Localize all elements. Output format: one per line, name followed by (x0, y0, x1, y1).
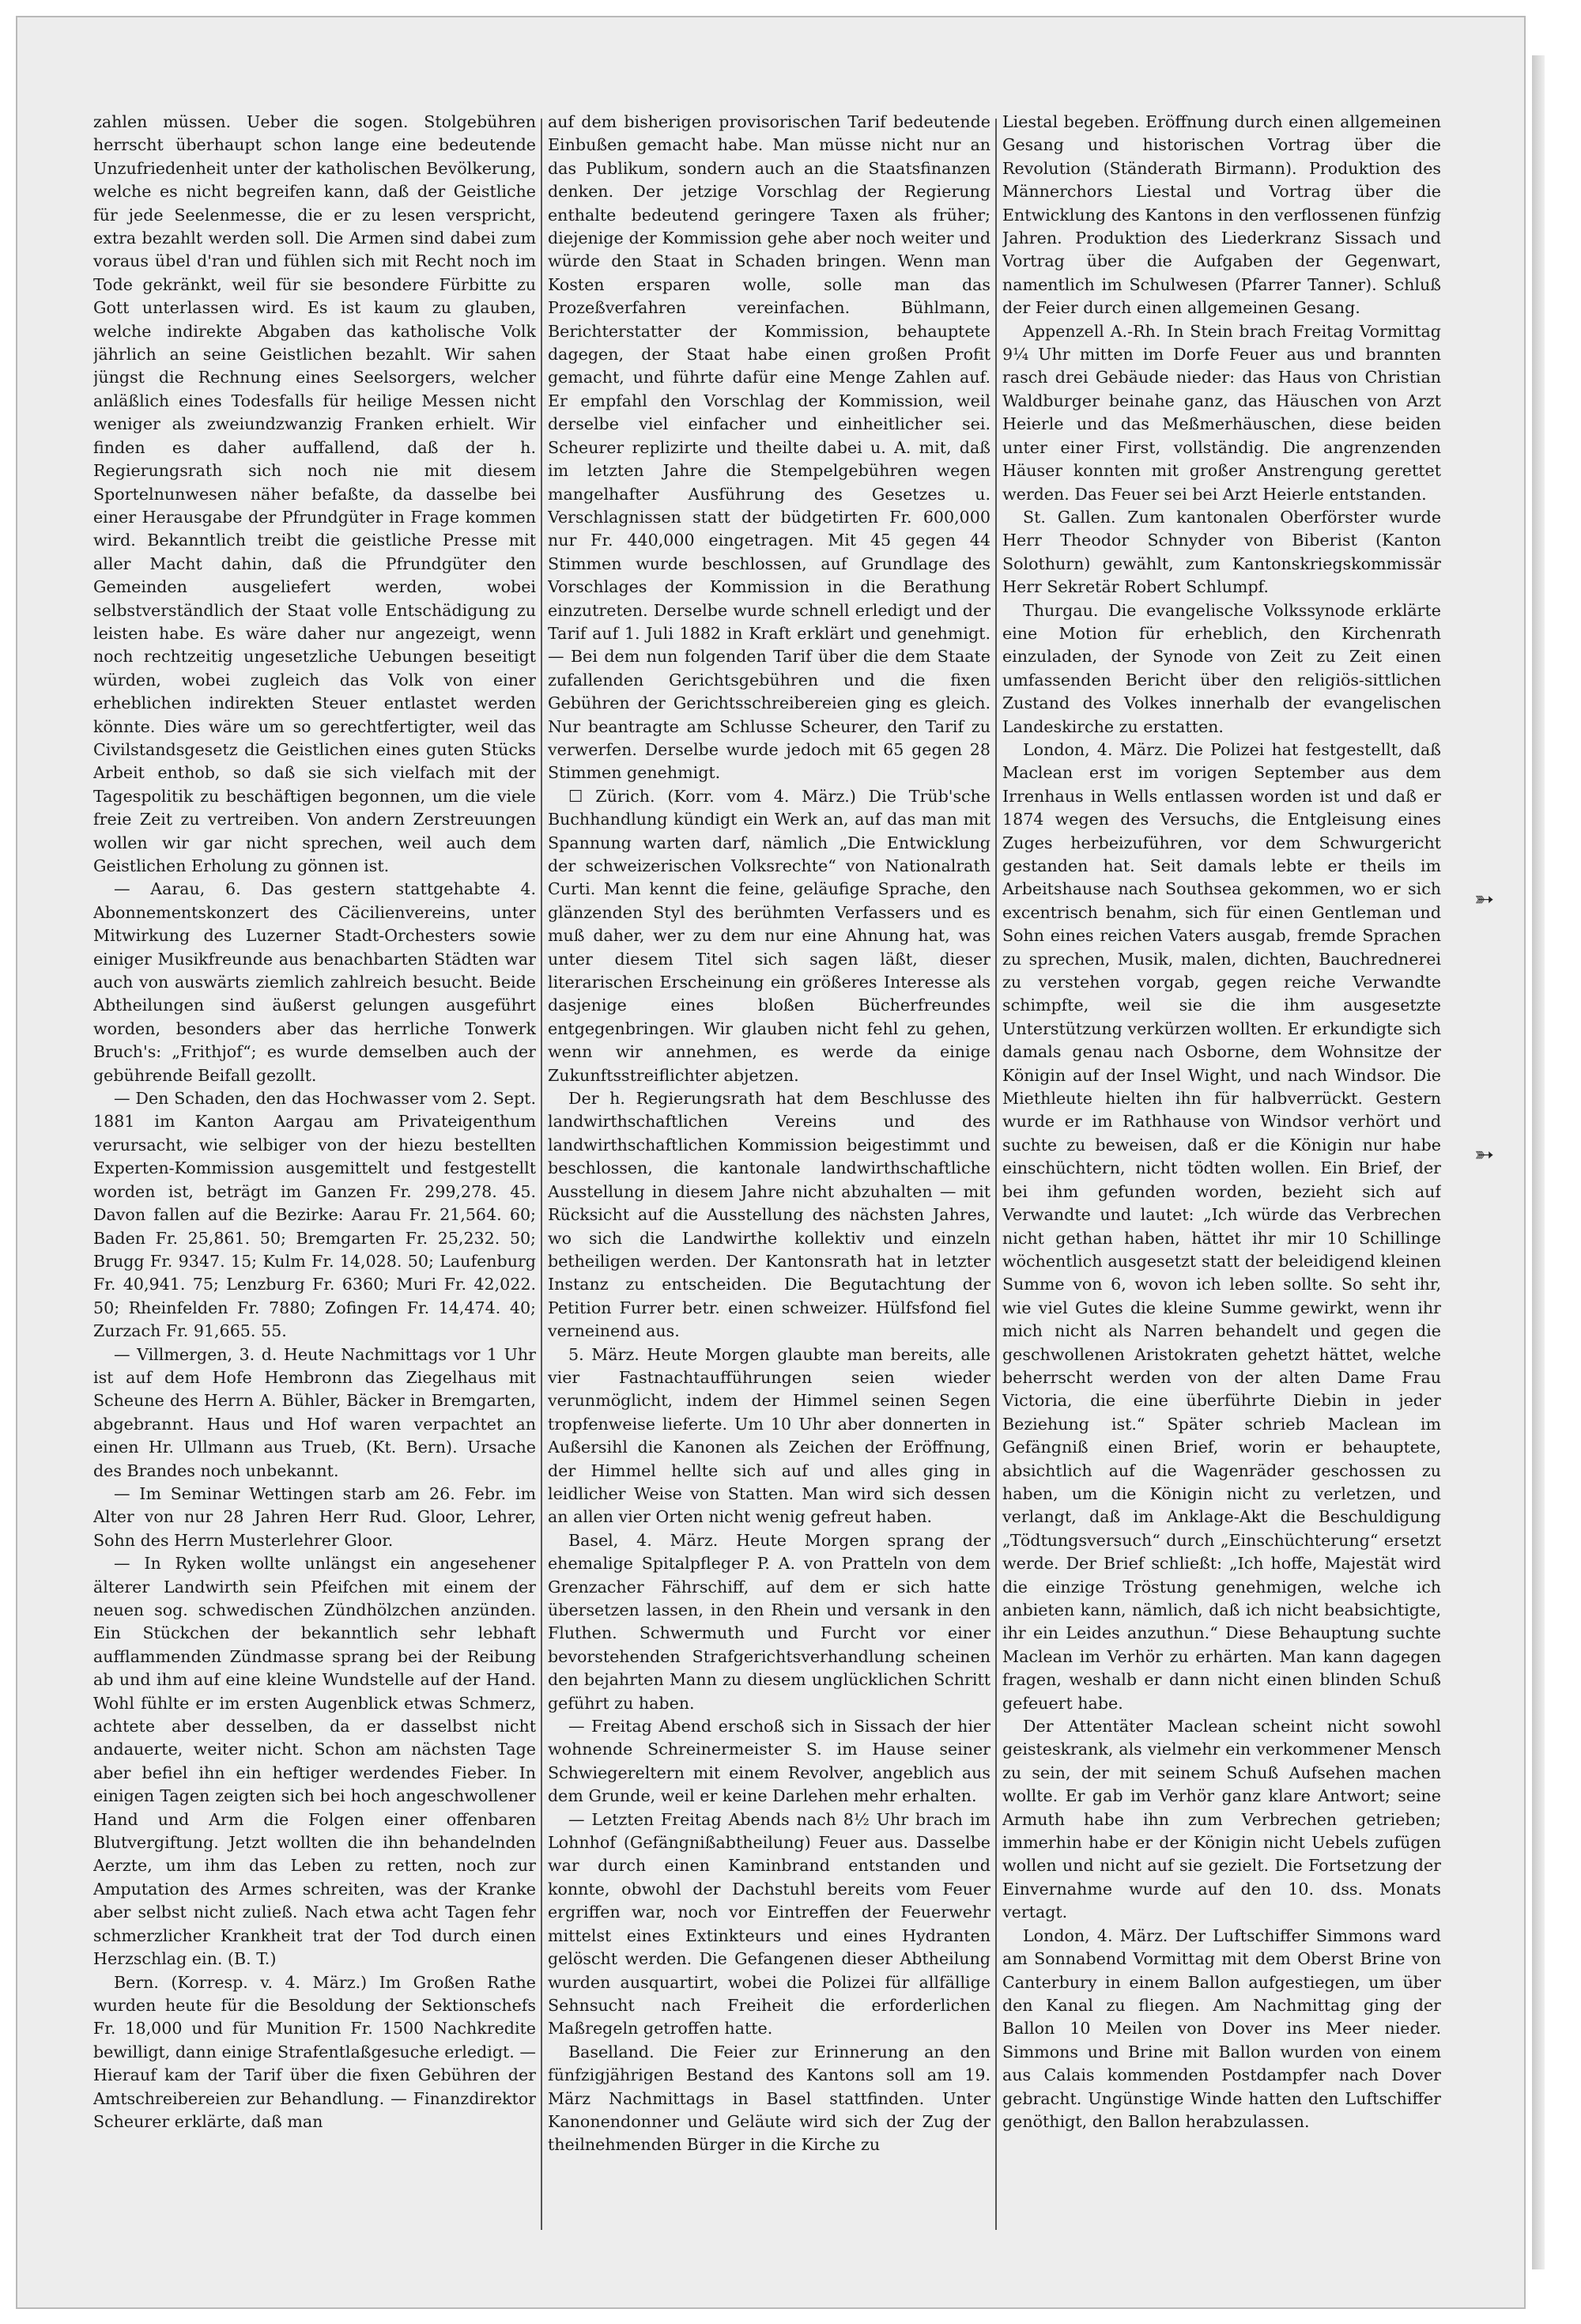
article-paragraph: zahlen müssen. Ueber die sogen. Stolgebühren herrscht überhaupt schon lange eine bedeutende Unzufriedenheit unter der katholischen Bevölkerung, welche es nicht begreifen kann, daß der Geistliche für jede Seelenmesse, die er zu lesen verspricht, extra bezahlt werden soll. Die Armen sind dabei zum voraus übel d'ran und fühlen sich mit Recht noch im Tode gekränkt, weil für sie besondere Fürbitte zu Gott unterlassen wird. Es ist kaum zu glauben, welche indirekte Abgaben das katholische Volk jährlich an seine Geistlichen bezahlt. Wir sahen jüngst die Rechnung eines Seelsorgers, welcher anläßlich eines Todesfalls für heilige Messen nicht weniger als zweiundzwanzig Franken erhielt. Wir finden es daher auffallend, daß der h. Regierungsrath sich noch nie mit diesem Sportelnunwesen näher befaßte, da dasselbe bei einer Herausgabe der Pfrundgüter in Frage kommen wird. Bekanntlich treibt die geistliche Presse mit aller Macht dahin, daß die Pfrundgüter den Gemeinden ausgeliefert werden, wobei selbstverständlich der Staat volle Entschädigung zu leisten habe. Es wäre daher nur angezeigt, wenn noch rechtzeitig ungesetzliche Uebungen beseitigt würden, wobei zugleich das Volk von einer erheblichen indirekten Steuer entlastet werden könnte. Dies wäre um so gerechtfertigter, weil das Civilstandsgesetz die Geistlichen eines guten Stücks Arbeit enthob, so daß sie sich vielfach mit der Tagespolitik zu beschäftigen begonnen, um die viele freie Zeit zu vertreiben. Von andern Zerstreuungen wollen wir gar nicht sprechen, weil auch dem Geistlichen Erholung zu gönnen ist. (93, 112, 536, 875)
article-paragraph: — Freitag Abend erschoß sich in Sissach der hier wohnende Schreinermeister S. im Hause seiner Schwiegereltern mit einem Revolver, angeblich aus dem Grunde, weil er keine Darlehen mehr erhalten. (548, 1717, 990, 1806)
column-2 (548, 111, 990, 2262)
article-paragraph: Baselland. Die Feier zur Erinnerung an den fünfzigjährigen Bestand des Kantons soll am 19. März Nachmittags in Basel stattfinden. Unter Kanonendonner und Geläute wird sich der Zug der theilnehmenden Bürger in die Kirche zu (548, 2042, 990, 2155)
column-rule (995, 119, 997, 2230)
article-paragraph: London, 4. März. Der Luftschiffer Simmons ward am Sonnabend Vormittag mit dem Oberst Brine von Canterbury in einem Ballon aufgestiegen, um über den Kanal zu fliegen. Am Nachmittag ging der Ballon 10 Meilen von Dover ins Meer nieder. Simmons und Brine mit Ballon wurden von einem aus Calais kommenden Postdampfer nach Dover gebracht. Ungünstige Winde hatten den Luftschiffer genöthigt, den Ballon herabzulassen. (1002, 1925, 1441, 2131)
column-3 (1002, 111, 1441, 2262)
article-paragraph: — In Ryken wollte unlängst ein angesehener älterer Landwirth sein Pfeifchen mit einem der neuen sog. schwedischen Zündhölzchen anzünden. Ein Stückchen der bekanntlich sehr lebhaft aufflammenden Zündmasse sprang bei der Reibung ab und ihm auf eine kleine Wundstelle auf der Hand. Wohl fühlte er im ersten Augenblick etwas Schmerz, achtete aber desselben, da er dasselbst nicht andauerte, weiter nicht. Schon am nächsten Tage aber befiel ihn ein heftiger werdendes Fieber. In einigen Tagen zeigten sich bei hoch angeschwollener Hand und Arm die Folgen einer offenbaren Blutvergiftung. Jetzt wollten die ihn behandelnden Aerzte, um ihm das Leben zu retten, noch zur Amputation des Armes schreiten, was der Kranke aber selbst nicht zuließ. Nach etwa acht Tagen fehr schmerzlicher Krankheit trat der Tod durch einen Herzschlag ein. (B. T.) (93, 1554, 536, 1969)
margin-pointer-mark: ➳ (1474, 1141, 1495, 1169)
article-paragraph: — Aarau, 6. Das gestern stattgehabte 4. Abonnementskonzert des Cäcilienvereins, unter Mitwirkung des Luzerner Stadt-Orchesters sowie einiger Musikfreunde aus benachbarten Städten war auch von auswärts ziemlich zahlreich besucht. Beide Abtheilungen sind äußerst gelungen ausgeführt worden, besonders aber das herrliche Tonwerk Bruch's: „Frithjof“; es wurde demselben auch der gebührende Beifall gezollt. (93, 879, 536, 1085)
article-paragraph: Liestal begeben. Eröffnung durch einen allgemeinen Gesang und historischen Vortrag über die Revolution (Ständerath Birmann). Produktion des Männerchors Liestal und Vortrag über die Entwicklung des Kantons in den verflossenen fünfzig Jahren. Produktion des Liederkranz Sissach und Vortrag über die Aufgaben der Gegenwart, namentlich im Schulwesen (Pfarrer Tanner). Schluß der Feier durch einen allgemeinen Gesang. (1002, 112, 1441, 318)
article-paragraph: — Villmergen, 3. d. Heute Nachmittags vor 1 Uhr ist auf dem Hofe Hembronn das Ziegelhaus mit Scheune des Herrn A. Bühler, Bäcker in Bremgarten, abgebrannt. Haus und Hof waren verpachtet an einen Hr. Ullmann aus Trueb, (Kt. Bern). Ursache des Brandes noch unbekannt. (93, 1344, 536, 1480)
article-paragraph: Thurgau. Die evangelische Volkssynode erklärte eine Motion für erheblich, den Kirchenrath einzuladen, der Synode von Zeit zu Zeit einen umfassenden Bericht über den religiös-sittlichen Zustand des Volkes innerhalb der evangelischen Landeskirche zu erstatten. (1002, 600, 1441, 736)
article-paragraph: — Im Seminar Wettingen starb am 26. Febr. im Alter von nur 28 Jahren Herr Rud. Gloor, Lehrer, Sohn des Herrn Musterlehrer Gloor. (93, 1483, 536, 1550)
article-paragraph: Basel, 4. März. Heute Morgen sprang der ehemalige Spitalpfleger P. A. von Pratteln von dem Grenzacher Fährschiff, auf dem er sich hatte übersetzen lassen, in den Rhein und versank in den Fluthen. Schwermuth und Furcht vor einer bevorstehenden Strafgerichtsverhandlung scheinen den bejahrten Mann zu diesem unglücklichen Schritt geführt zu haben. (548, 1530, 990, 1713)
article-paragraph: London, 4. März. Die Polizei hat festgestellt, daß Maclean erst im vorigen September aus dem Irrenhaus in Wells entlassen worden ist und daß er 1874 wegen des Versuchs, die Entgleisung eines Zuges herbeizuführen, vor dem Schwurgericht gestanden hat. Seit damals lebte er theils im Arbeitshause nach Southsea gekommen, wo er sich excentrisch benahm, sich für einen Gentleman und Sohn eines reichen Vaters ausgab, fremde Sprachen zu sprechen, Musik, malen, dichten, Bauchrednerei zu verstehen vorgab, gegen reiche Verwandte schimpfte, weil sie die ihm ausgesetzte Unterstützung verkürzen wollten. Er erkundigte sich damals genau nach Osborne, dem Wohnsitze der Königin auf der Insel Wight, und nach Windsor. Die Miethleute hielten ihn für halbverrückt. Gestern wurde er im Rathhause von Windsor verhört und suchte zu beweisen, daß er die Königin nur habe einschüchtern, nicht tödten wollen. Ein Brief, der bei ihm gefunden worden, bezieht sich auf Verwandte und lautet: „Ich würde das Verbrechen nicht gethan haben, hättet ihr mir 10 Schillinge wöchentlich ausgesetzt statt der beleidigend kleinen Summe von 6, wovon ich leben sollte. So seht ihr, wie viel Gutes die kleine Summe gewirkt, wenn ihr mich nicht als Narren behandelt und gegen die geschwollenen Aristokraten gehetzt hättet, welche beherrscht werden von der alten Dame Frau Victoria, die eine überführte Diebin in jeder Beziehung ist.“ Später schrieb Maclean im Gefängniß einen Brief, worin er behauptete, absichtlich auf die Wagenräder geschossen zu haben, um die Königin nicht zu verletzen, und verlangt, daß im Anklage-Akt die Beschuldigung „Tödtungsversuch“ durch „Einschüchterung“ ersetzt werde. Der Brief schließt: „Ich hoffe, Majestät wird die einzige Tröstung genehmigen, welche ich anbieten kann, nämlich, daß ich nicht beabsichtigte, ihr ein Leides anzuthun.“ Diese Behauptung suchte Maclean im Verhör zu erhärten. Man kann dagegen fragen, weshalb er dann nicht einen blinden Schuß gefeuert habe. (1002, 739, 1441, 1713)
article-paragraph: Bern. (Korresp. v. 4. März.) Im Großen Rathe wurden heute für die Besoldung der Sektionschefs Fr. 18,000 und für Munition Fr. 1500 Nachkredite bewilligt, dann einige Strafentlaßgesuche erledigt. — Hierauf kam der Tarif über die fixen Gebühren der Amtschreibereien zur Behandlung. — Finanzdirektor Scheurer erklärte, daß man (93, 1972, 536, 2131)
article-paragraph: Der Attentäter Maclean scheint nicht sowohl geisteskrank, als vielmehr ein verkommener Mensch zu sein, der mit seinem Schuß Aufsehen machen wollte. Er gab im Verhör ganz klare Antwort; seine Armuth habe ihn zum Verbrechen getrieben; immerhin habe er der Königin nicht Uebels zufügen wollen und nicht auf sie gezielt. Die Fortsetzung der Einvernahme wurde auf den 10. dss. Monats vertagt. (1002, 1717, 1441, 1922)
article-paragraph: — Letzten Freitag Abends nach 8½ Uhr brach im Lohnhof (Gefängnißabtheilung) Feuer aus. Dasselbe war durch einen Kaminbrand entstanden und konnte, obwohl der Dachstuhl bereits vom Feuer ergriffen war, noch vor Eintreffen der Feuerwehr mittelst eines Extinkteurs und eines Hydranten gelöscht werden. Die Gefangenen dieser Abtheilung wurden ausquartirt, wobei die Polizei für allfällige Sehnsucht nach Freiheit die erforderlichen Maßregeln getroffen hatte. (548, 1809, 990, 2039)
page-edge-shadow (1532, 55, 1545, 2269)
column-1 (93, 111, 536, 2262)
column-rule (541, 119, 542, 2230)
article-paragraph: St. Gallen. Zum kantonalen Oberförster wurde Herr Theodor Schnyder von Biberist (Kanton Solothurn) gewählt, zum Kantonskriegskommissär Herr Sekretär Robert Schlumpf. (1002, 507, 1441, 597)
article-paragraph: — Den Schaden, den das Hochwasser vom 2. Sept. 1881 im Kanton Aargau am Privateigenthum verursacht, wie selbiger von der hiezu bestellten Experten-Kommission ausgemittelt und festgestellt worden ist, beträgt im Ganzen Fr. 299,278. 45. Davon fallen auf die Bezirke: Aarau Fr. 21,564. 60; Baden Fr. 25,861. 50; Bremgarten Fr. 25,232. 50; Brugg Fr. 9347. 15; Kulm Fr. 14,028. 50; Laufenburg Fr. 40,941. 75; Lenzburg Fr. 6360; Muri Fr. 42,022. 50; Rheinfelden Fr. 7880; Zofingen Fr. 14,474. 40; Zurzach Fr. 91,665. 55. (93, 1089, 536, 1341)
article-paragraph: ☐ Zürich. (Korr. vom 4. März.) Die Trüb'sche Buchhandlung kündigt ein Werk an, auf das man mit Spannung warten darf, nämlich „Die Entwicklung der schweizerischen Volksrechte“ von Nationalrath Curti. Man kennt die feine, geläufige Sprache, den glänzenden Styl des berühmten Verfassers und es muß daher, wer zu dem nur eine Ahnung hat, was unter diesem Titel sich sagen läßt, dieser literarischen Erscheinung ein größeres Interesse als dasjenige eines bloßen Bücherfreundes entgegenbringen. Wir glauben nicht fehl zu gehen, wenn wir annehmen, es werde da einige Zukunftsstreiflichter abjetzen. (548, 786, 990, 1085)
article-paragraph: Der h. Regierungsrath hat dem Beschlusse des landwirthschaftlichen Vereins und des landwirthschaftlichen Kommission beigestimmt und beschlossen, die kantonale landwirthschaftliche Ausstellung in diesem Jahre nicht abzuhalten — mit Rücksicht auf die Ausstellung des nächsten Jahres, wo sich die Landwirthe kollektiv und einzeln betheiligen werden. Der Kantonsrath hat in letzter Instanz zu entscheiden. Die Begutachtung der Petition Furrer betr. einen schweizer. Hülfsfond fiel verneinend aus. (548, 1089, 990, 1341)
article-paragraph: 5. März. Heute Morgen glaubte man bereits, alle vier Fastnachtaufführungen seien wieder verunmöglicht, indem der Himmel seinen Segen tropfenweise lieferte. Um 10 Uhr aber donnerten in Außersihl die Kanonen als Zeichen der Eröffnung, der Himmel hellte sich auf und alles ging in leidlicher Weise von Statten. Man wird sich dessen an allen vier Orten nicht wenig gefreut haben. (548, 1344, 990, 1527)
margin-pointer-mark: ➳ (1474, 886, 1495, 913)
article-paragraph: Appenzell A.-Rh. In Stein brach Freitag Vormittag 9¼ Uhr mitten im Dorfe Feuer aus und brannten rasch drei Gebäude nieder: das Haus von Christian Waldburger beinahe ganz, das Häuschen von Arzt Heierle und das Meßmerhäuschen, diese beiden unter einer First, vollständig. Die angrenzenden Häuser konnten mit großer Anstrengung gerettet werden. Das Feuer sei bei Arzt Heierle entstanden. (1002, 321, 1441, 504)
article-paragraph: auf dem bisherigen provisorischen Tarif bedeutende Einbußen gemacht habe. Man müsse nicht nur an das Publikum, sondern auch an die Staatsfinanzen denken. Der jetzige Vorschlag der Regierung enthalte bedeutend geringere Taxen als früher; diejenige der Kommission gehe aber noch weiter und würde den Staat in Schaden bringen. Wenn man Kosten ersparen wolle, solle man das Prozeßverfahren vereinfachen. Bühlmann, Berichterstatter der Kommission, behauptete dagegen, der Staat habe einen großen Profit gemacht, und führte dafür eine Menge Zahlen auf. Er empfahl den Vorschlag der Kommission, weil derselbe viel einfacher und einheitlicher sei. Scheurer replizirte und theilte dabei u. A. mit, daß im letzten Jahre die Stempelgebühren wegen mangelhafter Ausführung des Gesetzes u. Verschlagnissen statt der büdgetirten Fr. 600,000 nur Fr. 440,000 eingetragen. Mit 45 gegen 44 Stimmen wurde beschlossen, auf Grundlage des Vorschlages der Kommission in die Berathung einzutreten. Derselbe wurde schnell erledigt und der Tarif auf 1. Juli 1882 in Kraft erklärt und genehmigt. — Bei dem nun folgenden Tarif über die dem Staate zufallenden Gerichtsgebühren und die fixen Gebühren der Gerichtsschreibereien ging es gleich. Nur beantragte am Schlusse Scheurer, den Tarif zu verwerfen. Derselbe wurde jedoch mit 65 gegen 28 Stimmen genehmigt. (548, 112, 990, 783)
